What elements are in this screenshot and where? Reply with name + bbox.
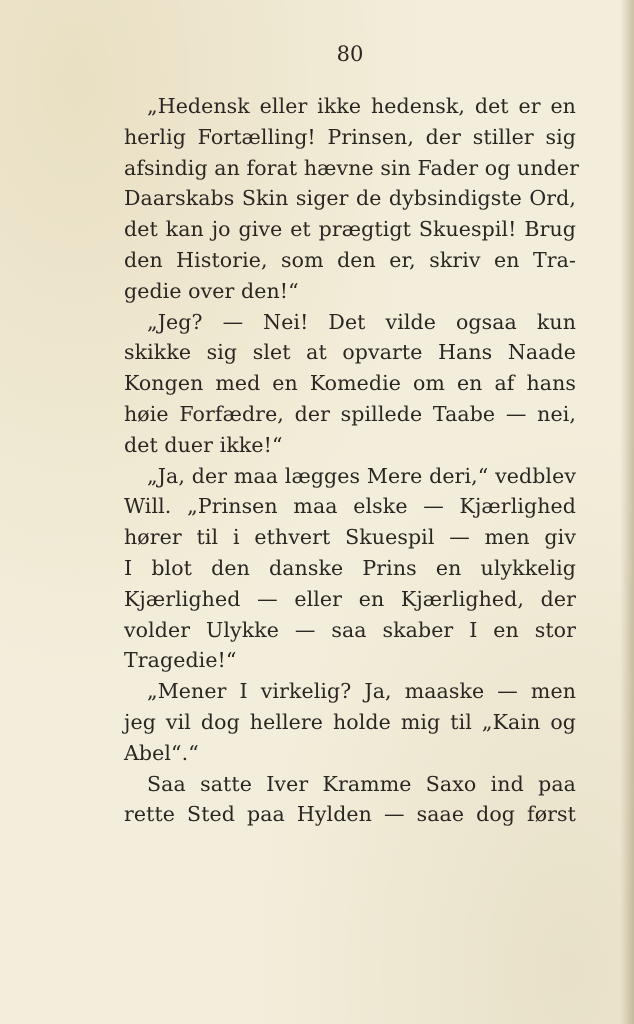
text-line: hører til i ethvert Skuespil — men giv: [124, 525, 576, 550]
text-line: gedie over den!“: [124, 278, 299, 303]
text-line: Tragedie!“: [124, 648, 237, 673]
text-line: Kongen med en Komedie om en af hans: [124, 371, 576, 396]
text-line: jeg vil dog hellere holde mig til „Kain og: [124, 709, 576, 734]
page-edge: [620, 0, 634, 1024]
text-line: „Jeg? — Nei! Det vilde ogsaa kun: [147, 309, 576, 334]
page-number: 80: [336, 42, 364, 66]
text-line: herlig Fortælling! Prinsen, der stiller sig: [124, 124, 576, 149]
text-line: Abel“.“: [124, 740, 199, 765]
text-line: rette Sted paa Hylden — saae dog først: [124, 802, 576, 827]
text-line: Daarskabs Skin siger de dybsindigste Ord,: [124, 186, 576, 211]
text-line: Will. „Prinsen maa elske — Kjærlighed: [124, 494, 576, 519]
text-line: Saa satte Iver Kramme Saxo ind paa: [147, 771, 576, 796]
text-line: „Hedensk eller ikke hedensk, det er en: [147, 94, 576, 118]
text-line: den Historie, som den er, skriv en Tra-: [124, 247, 576, 272]
text-line: høie Forfædre, der spillede Taabe — nei,: [124, 401, 576, 426]
text-line: „Mener I virkelig? Ja, maaske — men: [147, 679, 576, 704]
text-line: volder Ulykke — saa skaber I en stor: [124, 617, 576, 642]
text-line: Kjærlighed — eller en Kjærlighed, der: [124, 586, 576, 611]
text-line: afsindig an forat hævne sin Fader og under: [124, 155, 580, 180]
text-line: skikke sig slet at opvarte Hans Naade: [124, 340, 576, 365]
text-line: det duer ikke!“: [124, 432, 283, 457]
body-text: [124, 91, 580, 830]
text-line: „Ja, der maa lægges Mere deri,“ vedblev: [147, 463, 576, 488]
text-line: det kan jo give et prægtigt Skuespil! Brug: [124, 217, 576, 242]
text-line: I blot den danske Prins en ulykkelig: [124, 555, 576, 580]
